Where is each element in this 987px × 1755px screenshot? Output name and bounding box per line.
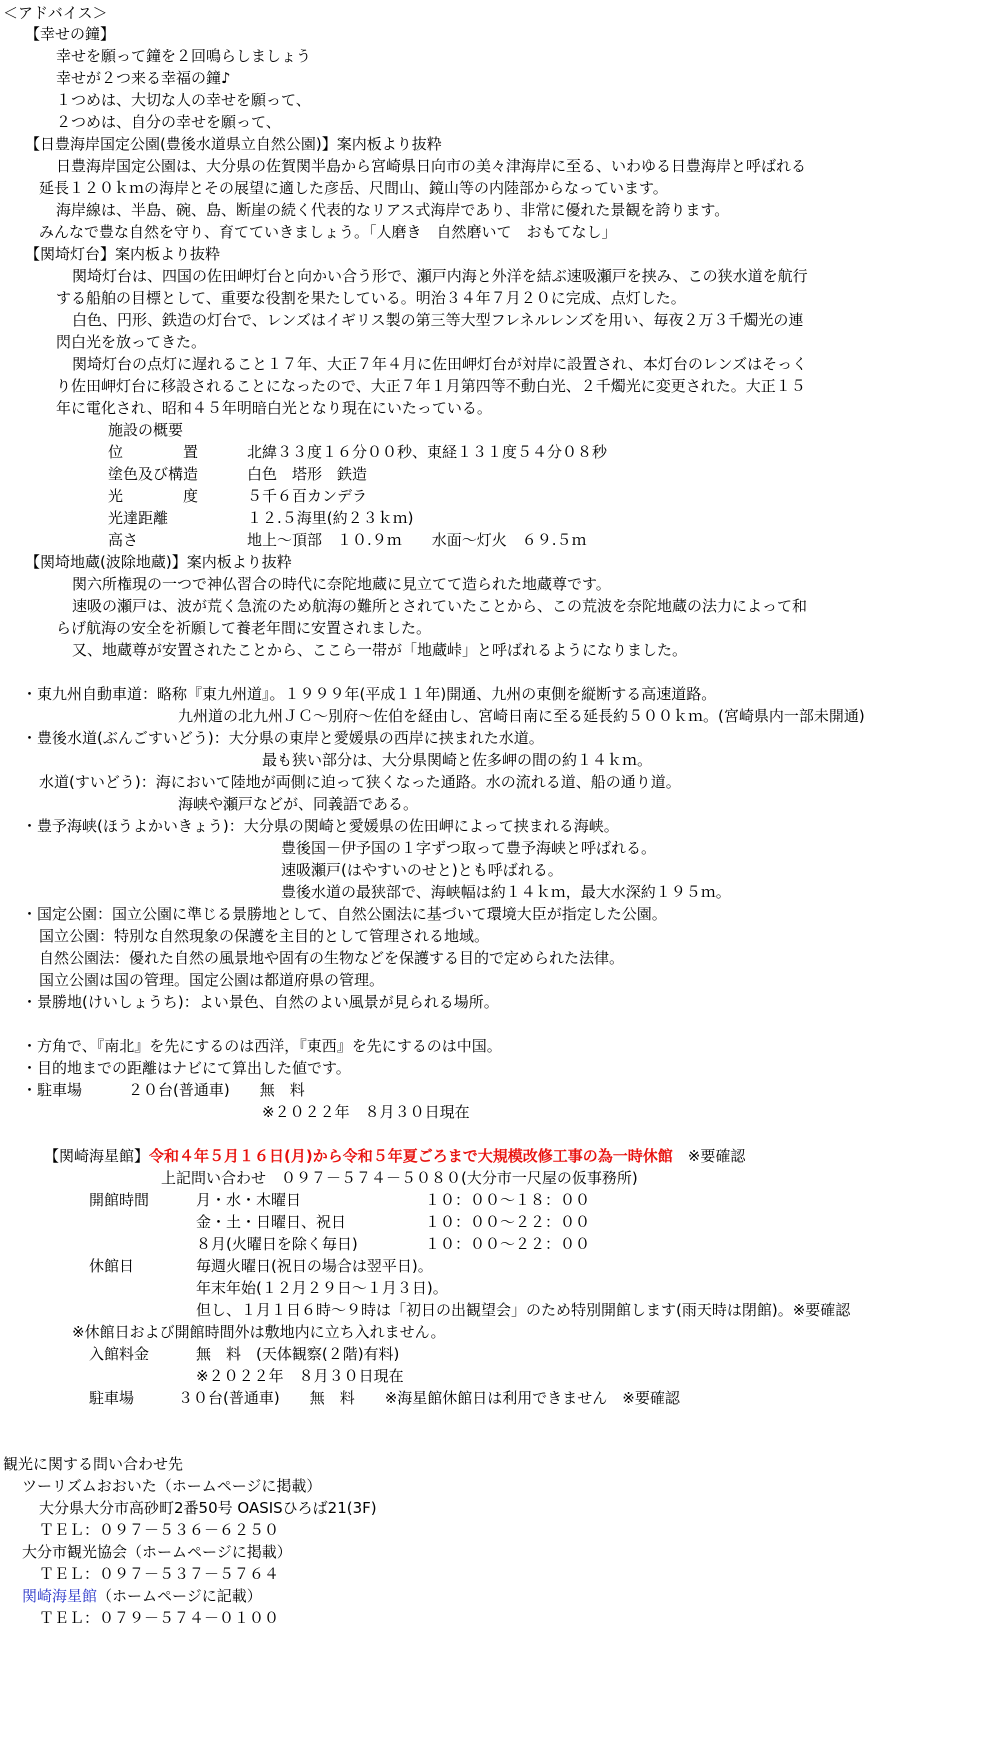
hours-days: 金・土・日曜日、祝日 (196, 1213, 347, 1231)
facility-title: 施設の概要 (108, 421, 184, 439)
distance-note: ・目的地までの距離はナビにて算出した値です。 (22, 1059, 351, 1077)
museum-title: 【関崎海星館】 (44, 1147, 150, 1165)
direction-note: ・方角で、『南北』を先にするのは西洋，『東西』を先にするのは中国。 (22, 1037, 502, 1055)
glossary-line: 九州道の北九州ＪＣ～別府～佐伯を経由し、宮崎日南に至る延長約５００ｋｍ。(宮崎県内一部未開通) (178, 707, 865, 725)
hours-days: 月・水・木曜日 (196, 1191, 302, 1209)
park-line: 延長１２０ｋｍの海岸とその展望に適した彦岳、尺間山、鏡山等の内陸部からなっています。 (39, 179, 668, 197)
facility-label: 塗色及び構造 (108, 465, 199, 483)
museum-parking-value: ３０台(普通車) 無 料 ※海星館休館日は利用できません ※要確認 (178, 1389, 680, 1407)
facility-value: 白色 塔形 鉄造 (247, 465, 368, 483)
glossary-line: 国立公園：特別な自然現象の保護を主目的として管理される地域。 (39, 927, 490, 945)
jizo-line: 速吸の瀬戸は、波が荒く急流のため航海の難所とされていたことから、この荒波を奈陀地蔵の法力によって和 (72, 597, 808, 615)
hours-label: 開館時間 (89, 1191, 150, 1209)
bell-line: １つめは、大切な人の幸せを願って、 (56, 91, 311, 109)
bell-line: ２つめは、自分の幸せを願って、 (56, 113, 281, 131)
hours-time: １０：００～１８：００ (425, 1191, 591, 1209)
lighthouse-line: 年に電化され、昭和４５年明暗白光となり現在にいたっている。 (56, 399, 492, 417)
closed-label: 休館日 (89, 1257, 135, 1275)
glossary-line: 最も狭い部分は、大分県関崎と佐多岬の間の約１４ｋｍ。 (262, 751, 653, 769)
lighthouse-title: 【関埼灯台】案内板より抜粋 (25, 245, 221, 263)
glossary-line: 水道(すいどう)：海において陸地が両側に迫って狭くなった通路。水の流れる道、船の通り道。 (39, 773, 681, 791)
park-line: 海岸線は、半島、碗、島、断崖の続く代表的なリアス式海岸であり、非常に優れた景観を誇ります。 (56, 201, 730, 219)
museum-title-row (44, 1146, 745, 1166)
glossary-line: 自然公園法：優れた自然の風景地や固有の生物などを保護する目的で定められた法律。 (39, 949, 625, 967)
parking-label: ・駐車場 (22, 1081, 83, 1099)
hours-time: １０：００～２２：００ (425, 1213, 591, 1231)
glossary-line: ・東九州自動車道：略称『東九州道』。１９９９年(平成１１年)開通、九州の東側を縦断する高速道路。 (22, 685, 717, 703)
bell-title: 【幸せの鐘】 (25, 25, 116, 43)
facility-value: 北緯３３度１６分００秒、東経１３１度５４分０８秒 (247, 443, 608, 461)
museum-parking-label: 駐車場 (89, 1389, 135, 1407)
jizo-title: 【関埼地蔵(波除地蔵)】案内板より抜粋 (25, 553, 292, 571)
glossary-line: 国立公園は国の管理。国定公園は都道府県の管理。 (39, 971, 385, 989)
fee-value: 無 料 (天体観察(２階)有料) (196, 1345, 400, 1363)
as-of-date: ※２０２２年 ８月３０日現在 (262, 1103, 470, 1121)
closed-note: ※休館日および開館時間外は敷地内に立ち入れません。 (72, 1323, 446, 1341)
closed-line: 毎週火曜日(祝日の場合は翌平日)。 (196, 1257, 433, 1275)
facility-label: 高さ (108, 531, 139, 549)
facility-value: １２.５海里(約２３ｋｍ) (247, 509, 414, 527)
lighthouse-line: する船舶の目標として、重要な役割を果たしている。明治３４年７月２０に完成、点灯した。 (56, 289, 686, 307)
glossary-line: 速吸瀬戸(はやすいのせと)とも呼ばれる。 (281, 861, 563, 879)
park-title: 【日豊海岸国定公園(豊後水道県立自然公園)】案内板より抜粋 (25, 135, 442, 153)
tourism-org2-tel: ＴＥＬ：０９７－５３７－５７６４ (39, 1565, 280, 1583)
facility-value: 地上～頂部 １０.９ｍ 水面～灯火 ６９.５ｍ (247, 531, 587, 549)
lighthouse-line: 白色、円形、鉄造の灯台で、レンズはイギリス製の第三等大型フレネルレンズを用い、毎夜２万３千燭光の連 (72, 311, 804, 329)
tourism-org2: 大分市観光協会（ホームページに掲載） (22, 1543, 292, 1561)
lighthouse-line: 関埼灯台の点灯に遅れること１７年、大正７年４月に佐田岬灯台が対岸に設置され、本灯台のレンズはそっく (72, 355, 808, 373)
glossary-line: 豊後国－伊予国の１字ずつ取って豊予海峡と呼ばれる。 (281, 839, 657, 857)
museum-notice-check: ※要確認 (687, 1147, 746, 1165)
tourism-org1: ツーリズムおおいた（ホームページに掲載） (22, 1477, 322, 1495)
facility-label: 光達距離 (108, 509, 169, 527)
glossary-line: ・国定公園：国立公園に準じる景勝地として、自然公園法に基づいて環境大臣が指定した公園。 (22, 905, 667, 923)
hours-time: １０：００～２２：００ (425, 1235, 591, 1253)
facility-label: 光 度 (108, 487, 199, 505)
park-line: 日豊海岸国定公園は、大分県の佐賀関半島から宮崎県日向市の美々津海岸に至る、いわゆる日豊海岸と呼ばれる (56, 157, 807, 175)
tourism-org1-address: 大分県大分市高砂町2番50号 OASISひろば21(3F) (39, 1499, 377, 1517)
tourism-title: 観光に関する問い合わせ先 (3, 1455, 184, 1473)
hours-days: ８月(火曜日を除く毎日) (196, 1235, 358, 1253)
closed-line: 年末年始(１２月２９日～１月３日)。 (196, 1279, 448, 1297)
bell-line: 幸せが２つ来る幸福の鐘♪ (56, 69, 231, 87)
facility-value: ５千６百カンデラ (247, 487, 368, 505)
advice-heading: ＜アドバイス＞ (3, 4, 108, 22)
glossary-line: ・豊後水道(ぶんごすいどう)：大分県の東岸と愛媛県の西岸に挟まれた水道。 (22, 729, 544, 747)
museum-closure-notice: 令和４年５月１６日(月)から令和５年夏ごろまで大規模改修工事の為一時休館 (149, 1147, 673, 1165)
closed-line: 但し、１月１日６時～９時は「初日の出観望会」のため特別開館します(雨天時は閉館)。※要確認 (196, 1301, 851, 1319)
jizo-line: らげ航海の安全を祈願して養老年間に安置されました。 (56, 619, 432, 637)
bell-line: 幸せを願って鐘を２回鳴らしましょう (56, 47, 312, 65)
glossary-line: ・豊予海峡(ほうよかいきょう)：大分県の関崎と愛媛県の佐田岬によって挟まれる海峡。 (22, 817, 619, 835)
fee-label: 入館料金 (89, 1345, 150, 1363)
tourism-org3-tel: ＴＥＬ：０７９－５７４－０１００ (39, 1609, 280, 1627)
tourism-org3-row (22, 1586, 262, 1606)
lighthouse-line: 関埼灯台は、四国の佐田岬灯台と向かい合う形で、瀬戸内海と外洋を結ぶ速吸瀬戸を挟み、この狭水道を航行 (72, 267, 808, 285)
museum-contact: 上記問い合わせ ０９７－５７４－５０８０(大分市一尺屋の仮事務所) (161, 1169, 638, 1187)
glossary-line: ・景勝地(けいしょうち)：よい景色、自然のよい風景が見られる場所。 (22, 993, 499, 1011)
glossary-line: 海峡や瀬戸などが、同義語である。 (178, 795, 419, 813)
tourism-org3-note: （ホームページに記載） (97, 1587, 262, 1605)
jizo-line: 関六所権現の一つで神仏習合の時代に奈陀地蔵に見立てて造られた地蔵尊です。 (72, 575, 611, 593)
facility-label: 位 置 (108, 443, 199, 461)
museum-link[interactable]: 関崎海星館 (22, 1587, 98, 1605)
jizo-line: 又、地蔵尊が安置されたことから、ここら一帯が「地蔵峠」と呼ばれるようになりました。 (72, 641, 688, 659)
glossary-line: 豊後水道の最狭部で、海峡幅は約１４ｋｍ，最大水深約１９５ｍ。 (281, 883, 731, 901)
park-line: みんなで豊な自然を守り、育てていきましょう。「人磨き 自然磨いて おもてなし」 (39, 223, 617, 241)
lighthouse-line: 閃白光を放ってきた。 (56, 333, 207, 351)
tourism-org1-tel: ＴＥＬ：０９７－５３６－６２５０ (39, 1521, 280, 1539)
parking-value: ２０台(普通車) 無 料 (128, 1081, 305, 1099)
lighthouse-line: り佐田岬灯台に移設されることになったので、大正７年１月第四等不動白光、２千燭光に変更された。大正１５ (56, 377, 806, 395)
fee-as-of: ※２０２２年 ８月３０日現在 (196, 1367, 404, 1385)
